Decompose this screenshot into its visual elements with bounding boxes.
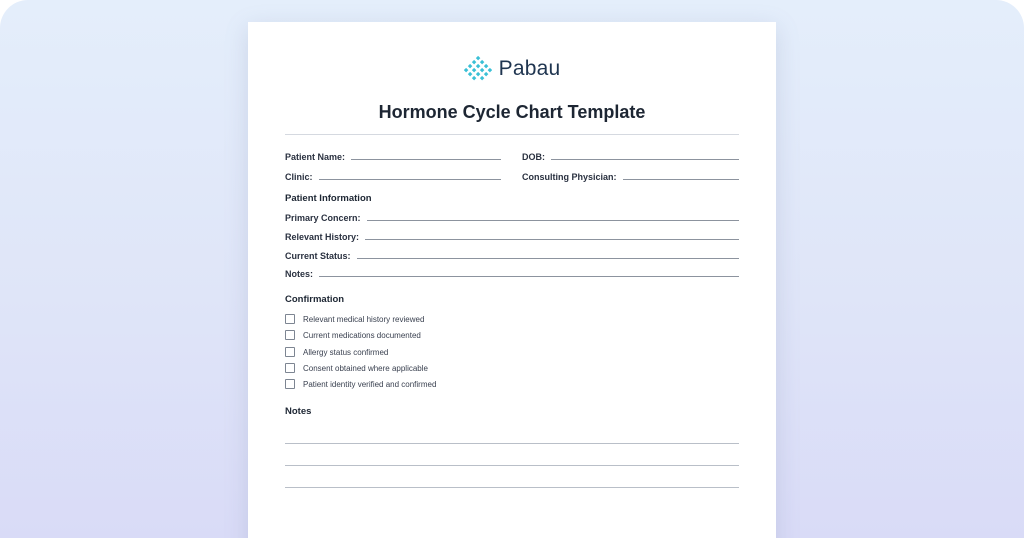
confirmation-item-label: Patient identity verified and confirmed xyxy=(303,379,437,389)
confirmation-item-label: Current medications documented xyxy=(303,330,421,340)
consulting-physician-field[interactable] xyxy=(522,172,739,182)
relevant-history-field[interactable] xyxy=(285,232,739,242)
dob-label: DOB: xyxy=(522,152,545,162)
current-status-label: Current Status: xyxy=(285,251,351,261)
dob-field[interactable] xyxy=(522,152,739,162)
document-title: Hormone Cycle Chart Template xyxy=(378,102,646,122)
dob-line xyxy=(551,158,739,160)
patient-name-line xyxy=(351,158,501,160)
brand-name: Pabau xyxy=(498,57,561,80)
confirmation-heading: Confirmation xyxy=(285,294,345,305)
notes-writing-line[interactable] xyxy=(285,487,739,488)
form-sheet xyxy=(248,22,776,538)
patient-information-heading: Patient Information xyxy=(285,193,372,204)
confirmation-item[interactable] xyxy=(285,314,424,324)
pabau-logo-icon xyxy=(464,56,492,82)
clinic-field[interactable] xyxy=(285,172,501,182)
checkbox[interactable] xyxy=(285,347,295,357)
checkbox[interactable] xyxy=(285,330,295,340)
notes-writing-line[interactable] xyxy=(285,443,739,444)
checkbox[interactable] xyxy=(285,379,295,389)
confirmation-item[interactable] xyxy=(285,379,436,389)
consulting-physician-line xyxy=(623,178,739,180)
checkbox[interactable] xyxy=(285,314,295,324)
confirmation-item[interactable] xyxy=(285,363,428,373)
clinic-line xyxy=(319,178,501,180)
title-divider xyxy=(285,134,739,135)
notes-line xyxy=(319,275,739,277)
notes-field[interactable] xyxy=(285,269,739,279)
notes-writing-line[interactable] xyxy=(285,465,739,466)
patient-name-field[interactable] xyxy=(285,152,501,162)
notes-heading: Notes xyxy=(285,406,312,417)
checkbox[interactable] xyxy=(285,363,295,373)
primary-concern-label: Primary Concern: xyxy=(285,213,361,223)
brand-logo xyxy=(248,56,776,82)
patient-name-label: Patient Name: xyxy=(285,152,346,162)
clinic-label: Clinic: xyxy=(285,172,313,182)
confirmation-item[interactable] xyxy=(285,347,388,357)
confirmation-item-label: Consent obtained where applicable xyxy=(303,363,428,373)
relevant-history-label: Relevant History: xyxy=(285,232,360,242)
notes-label: Notes: xyxy=(285,269,314,279)
relevant-history-line xyxy=(365,238,739,240)
primary-concern-line xyxy=(367,219,739,221)
consulting-physician-label: Consulting Physician: xyxy=(522,172,617,182)
confirmation-item-label: Relevant medical history reviewed xyxy=(303,314,425,324)
current-status-field[interactable] xyxy=(285,251,739,261)
confirmation-item-label: Allergy status confirmed xyxy=(303,347,389,357)
primary-concern-field[interactable] xyxy=(285,213,739,223)
confirmation-item[interactable] xyxy=(285,330,421,340)
current-status-line xyxy=(357,257,739,259)
